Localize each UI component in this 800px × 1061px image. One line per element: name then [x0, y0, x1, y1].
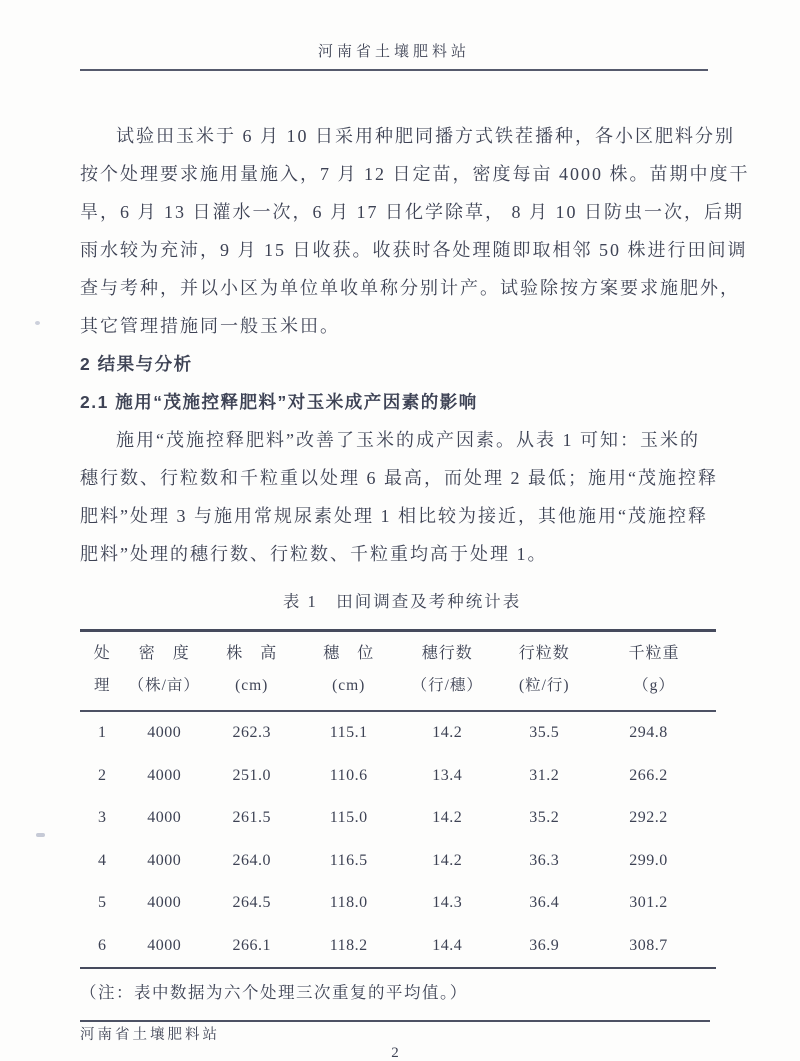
table-cell: 36.3 — [529, 851, 560, 869]
table-cell: 31.2 — [529, 766, 560, 784]
column-header-name: 穗行数 — [421, 645, 473, 662]
table-column-header — [592, 631, 716, 712]
table-cell: 266.1 — [232, 936, 271, 954]
table-cell: 6 — [98, 936, 107, 954]
column-header-unit: （株/亩） — [128, 677, 200, 694]
field-survey-table — [80, 629, 716, 969]
paragraph-1 — [80, 117, 750, 345]
table-title: 表 1 田间调查及考种统计表 — [282, 592, 522, 611]
table-body — [80, 711, 716, 968]
table-cell: 3 — [98, 809, 107, 827]
text-line: 施用“茂施控释肥料”改善了玉米的成产因素。从表 1 可知：玉米的 — [116, 430, 700, 450]
column-header-unit: (cm) — [332, 677, 366, 694]
table-cell: 4000 — [147, 936, 182, 954]
table-row — [80, 925, 716, 969]
table-cell: 4 — [98, 851, 107, 869]
column-header-unit: （g） — [633, 677, 675, 694]
footer-org-title: 河南省土壤肥料站 — [80, 1027, 220, 1043]
table-cell: 118.2 — [329, 936, 368, 954]
table-cell: 251.0 — [232, 766, 271, 784]
text-line: 试验田玉米于 6 月 10 日采用种肥同播方式铁茬播种，各小区肥料分别 — [116, 126, 735, 146]
table-cell: 14.2 — [432, 809, 463, 827]
table-row — [80, 840, 716, 883]
table-cell: 4000 — [147, 809, 182, 827]
table-cell: 261.5 — [232, 809, 271, 827]
table-cell: 266.2 — [629, 766, 668, 784]
text-line: 按个处理要求施用量施入，7 月 12 日定苗，密度每亩 4000 株。苗期中度干 — [80, 164, 750, 184]
section-heading-2: 2 结果与分析 — [80, 354, 193, 374]
table-cell: 4000 — [147, 766, 182, 784]
table-cell: 35.2 — [529, 809, 560, 827]
paragraph-2 — [80, 421, 724, 573]
text-line: 查与考种，并以小区为单位单收单称分别计产。试验除按方案要求施肥外， — [80, 278, 740, 298]
table-note: （注：表中数据为六个处理三次重复的平均值。） — [80, 983, 468, 1002]
page-footer — [80, 1020, 710, 1061]
column-header-unit: (粒/行) — [518, 677, 570, 694]
table-column-header — [497, 631, 592, 712]
table-cell: 115.0 — [329, 809, 368, 827]
table-cell: 115.1 — [329, 724, 368, 742]
table-cell: 262.3 — [232, 724, 271, 742]
column-header-unit: 理 — [94, 677, 111, 694]
text-line: 雨水较为充沛，9 月 15 日收获。收获时各处理随即取相邻 50 株进行田间调 — [80, 240, 748, 260]
table-cell: 14.2 — [432, 851, 463, 869]
text-line: 肥料”处理 3 与施用常规尿素处理 1 相比较为接近，其他施用“茂施控释 — [80, 506, 708, 526]
table-cell: 264.5 — [232, 894, 271, 912]
table-cell: 116.5 — [329, 851, 368, 869]
table-row — [80, 797, 716, 840]
column-header-name: 千粒重 — [628, 645, 680, 662]
table-cell: 13.4 — [432, 766, 463, 784]
column-header-name: 处 — [93, 645, 111, 662]
section-heading-2-1: 2.1 施用“茂施控释肥料”对玉米成产因素的影响 — [80, 392, 478, 412]
table-column-header — [204, 631, 299, 712]
column-header-name: 穗 位 — [323, 645, 375, 662]
table-cell: 5 — [98, 894, 107, 912]
table-cell: 35.5 — [529, 724, 560, 742]
table-cell: 294.8 — [629, 724, 668, 742]
table-cell: 2 — [98, 766, 107, 784]
table-cell: 14.4 — [432, 936, 463, 954]
table-header-row — [80, 631, 716, 712]
table-cell: 301.2 — [629, 894, 668, 912]
page-number: 2 — [391, 1045, 399, 1061]
table-cell: 292.2 — [629, 809, 668, 827]
table-cell: 4000 — [147, 851, 182, 869]
table-cell: 4000 — [147, 894, 182, 912]
column-header-name: 行粒数 — [518, 645, 570, 662]
table-row — [80, 882, 716, 925]
text-line: 其它管理措施同一般玉米田。 — [80, 316, 340, 336]
table-cell: 1 — [98, 724, 107, 742]
column-header-name: 密 度 — [138, 645, 190, 662]
table-row — [80, 755, 716, 798]
table-cell: 110.6 — [329, 766, 368, 784]
table-column-header — [299, 631, 398, 712]
table-column-header — [398, 631, 497, 712]
table-cell: 14.2 — [432, 724, 463, 742]
table-column-header — [125, 631, 205, 712]
table-cell: 308.7 — [629, 936, 668, 954]
column-header-unit: (cm) — [235, 677, 269, 694]
page-header — [80, 40, 708, 71]
text-line: 肥料”处理的穗行数、行粒数、千粒重均高于处理 1。 — [80, 544, 548, 564]
table-cell: 299.0 — [629, 851, 668, 869]
table-cell: 36.4 — [529, 894, 560, 912]
document-body — [80, 117, 750, 1006]
table-cell: 36.9 — [529, 936, 560, 954]
text-line: 旱，6 月 13 日灌水一次，6 月 17 日化学除草， 8 月 10 日防虫一次，后期 — [80, 202, 744, 222]
column-header-name: 株 高 — [226, 645, 278, 662]
table-cell: 4000 — [147, 724, 182, 742]
scan-artifact-dash — [36, 833, 45, 837]
column-header-unit: （行/穗） — [411, 677, 483, 694]
header-org-title: 河南省土壤肥料站 — [317, 44, 470, 60]
text-line: 穗行数、行粒数和千粒重以处理 6 最高，而处理 2 最低；施用“茂施控释 — [80, 468, 718, 488]
table-cell: 264.0 — [232, 851, 271, 869]
table-column-header — [80, 631, 125, 712]
table-cell: 14.3 — [432, 894, 463, 912]
scan-artifact-dot — [35, 321, 40, 325]
table-header — [80, 631, 716, 712]
table-cell: 118.0 — [329, 894, 368, 912]
table-row — [80, 711, 716, 755]
